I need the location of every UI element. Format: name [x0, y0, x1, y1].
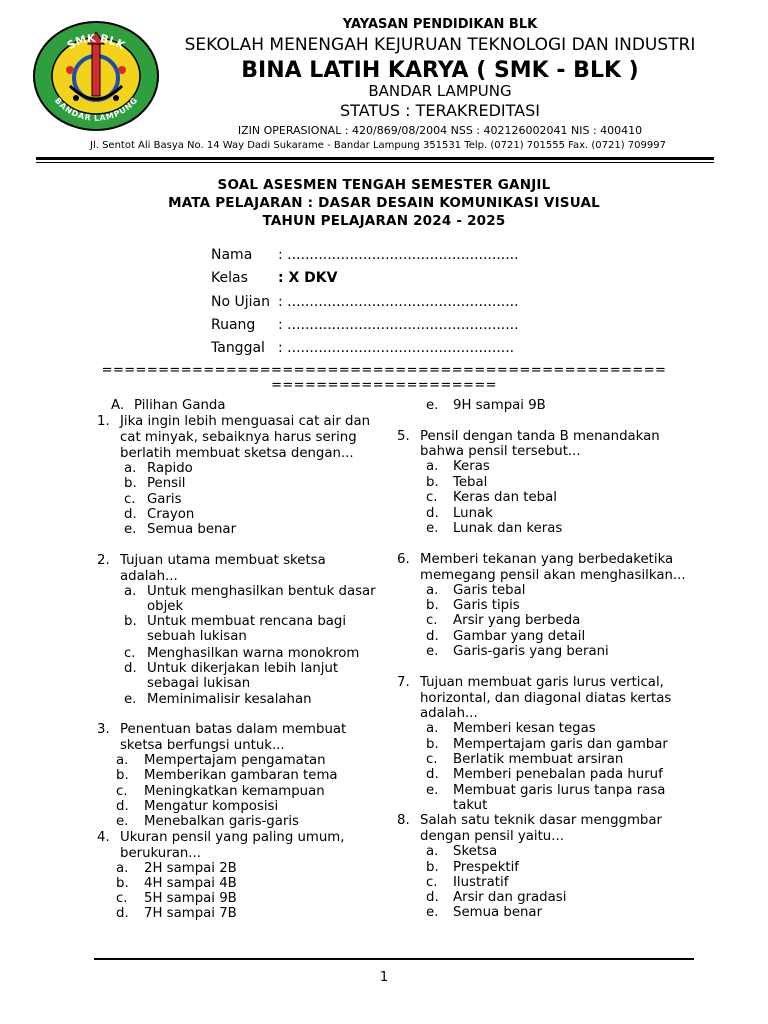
option-letter: c.: [116, 891, 128, 906]
option-letter: c.: [426, 875, 438, 890]
option-letter: c.: [116, 784, 128, 799]
question-number: 8.: [397, 813, 410, 828]
option-d[interactable]: Crayon: [147, 507, 195, 522]
question-text: Pensil dengan tanda B menandakan: [420, 429, 660, 444]
option-e[interactable]: Semua benar: [453, 905, 543, 920]
question-text: Ukuran pensil yang paling umum,: [120, 830, 345, 845]
question-number: 2.: [97, 553, 110, 568]
question-text: Salah satu teknik dasar menggmbar: [420, 813, 662, 828]
option-letter: c.: [426, 613, 438, 628]
option-d[interactable]: 7H sampai 7B: [144, 906, 237, 921]
option-letter: b.: [426, 860, 439, 875]
license-info: IZIN OPERASIONAL : 420/869/08/2004 NSS : 402126002041 NIS : 400410: [237, 124, 643, 137]
school-name: BINA LATIH KARYA ( SMK - BLK ): [241, 58, 639, 83]
option-e[interactable]: Semua benar: [147, 522, 237, 537]
question-text: adalah...: [420, 706, 478, 721]
option-a[interactable]: Memberi kesan tegas: [453, 721, 596, 736]
option-letter: a.: [426, 721, 439, 736]
logo-text-bottom: BANDAR LAMPUNG: [52, 96, 140, 123]
option-letter: d.: [426, 506, 439, 521]
option-letter: e.: [426, 521, 439, 536]
question-number: 6.: [397, 552, 410, 567]
option-letter: a.: [426, 844, 439, 859]
page-number: 1: [379, 970, 389, 985]
option-letter: b.: [426, 737, 439, 752]
ruang-label: Ruang: [211, 317, 256, 333]
separator-line: ====================: [271, 378, 497, 393]
option-a[interactable]: Rapido: [147, 461, 193, 476]
school-type: SEKOLAH MENENGAH KEJURUAN TEKNOLOGI DAN INDUSTRI: [184, 35, 696, 55]
option-c[interactable]: Arsir yang berbeda: [453, 613, 581, 628]
exam-title: SOAL ASESMEN TENGAH SEMESTER GANJIL: [217, 177, 551, 193]
option-c[interactable]: Garis: [147, 492, 182, 507]
question-text: Tujuan utama membuat sketsa: [120, 553, 326, 568]
option-letter: d.: [116, 799, 129, 814]
option-letter: e.: [426, 398, 439, 413]
option-letter: d.: [426, 890, 439, 905]
question-text: cat minyak, sebaiknya harus sering: [120, 430, 357, 445]
option-a[interactable]: Keras: [453, 459, 490, 474]
option-b[interactable]: Garis tipis: [453, 598, 520, 613]
question-text: dengan pensil yaitu...: [420, 829, 564, 844]
option-letter: e.: [426, 783, 439, 798]
question-text: bahwa pensil tersebut...: [420, 444, 581, 459]
ruang-field[interactable]: : ....................................................: [278, 317, 519, 333]
option-c[interactable]: Ilustratif: [453, 875, 509, 890]
kelas-value: : X DKV: [278, 270, 338, 286]
question-text: Penentuan batas dalam membuat: [120, 722, 347, 737]
option-letter: c.: [426, 490, 438, 505]
section-title: Pilihan Ganda: [134, 398, 226, 413]
option-e-cont: takut: [453, 798, 488, 813]
option-c[interactable]: Meningkatkan kemampuan: [144, 784, 325, 799]
header-divider-thin: [36, 162, 714, 163]
option-a[interactable]: Garis tebal: [453, 583, 526, 598]
option-letter: b.: [124, 476, 137, 491]
option-e[interactable]: 9H sampai 9B: [453, 398, 546, 413]
question-text: horizontal, dan diagonal diatas kertas: [420, 691, 672, 706]
option-a[interactable]: 2H sampai 2B: [144, 861, 237, 876]
tanggal-field[interactable]: : ...................................................: [278, 340, 515, 356]
option-letter: b.: [116, 768, 129, 783]
accreditation-status: STATUS : TERAKREDITASI: [340, 101, 540, 120]
question-text: berukuran...: [120, 846, 201, 861]
option-letter: e.: [116, 814, 129, 829]
option-letter: a.: [116, 861, 129, 876]
option-b[interactable]: 4H sampai 4B: [144, 876, 237, 891]
option-letter: e.: [124, 692, 137, 707]
option-letter: d.: [426, 767, 439, 782]
option-letter: b.: [124, 614, 137, 629]
question-number: 7.: [397, 675, 410, 690]
option-e[interactable]: Lunak dan keras: [453, 521, 563, 536]
option-letter: e.: [124, 522, 137, 537]
noujian-field[interactable]: : ....................................................: [278, 294, 519, 310]
option-a[interactable]: Sketsa: [453, 844, 498, 859]
kelas-label: Kelas: [211, 270, 248, 286]
option-letter: b.: [116, 876, 129, 891]
question-number: 3.: [97, 722, 110, 737]
option-b[interactable]: Tebal: [453, 475, 488, 490]
question-text: memegang pensil akan menghasilkan...: [420, 568, 686, 583]
school-logo: [32, 20, 160, 132]
question-text: sketsa berfungsi untuk...: [120, 738, 285, 753]
option-b[interactable]: Prespektif: [453, 860, 519, 875]
option-a-cont: objek: [147, 599, 184, 614]
school-city: BANDAR LAMPUNG: [368, 82, 512, 100]
school-address: Jl. Sentot Ali Basya No. 14 Way Dadi Sukarame - Bandar Lampung 351531 Telp. (0721) 701555 Fax. (0721) 709997: [90, 140, 666, 151]
nama-label: Nama: [211, 247, 253, 263]
option-b[interactable]: Untuk membuat rencana bagi: [147, 614, 347, 629]
option-letter: e.: [426, 644, 439, 659]
option-d[interactable]: Gambar yang detail: [453, 629, 586, 644]
question-number: 4.: [97, 830, 110, 845]
option-c[interactable]: Berlatik membuat arsiran: [453, 752, 624, 767]
option-letter: d.: [116, 906, 129, 921]
option-d[interactable]: Memberi penebalan pada huruf: [453, 767, 663, 782]
question-text: Tujuan membuat garis lurus vertical,: [420, 675, 664, 690]
logo-text-top: SMK BLK: [64, 31, 128, 53]
option-d[interactable]: Arsir dan gradasi: [453, 890, 567, 905]
question-text: Jika ingin lebih menguasai cat air dan: [120, 414, 371, 429]
option-letter: c.: [426, 752, 438, 767]
option-letter: b.: [426, 475, 439, 490]
option-letter: d.: [124, 661, 137, 676]
option-e[interactable]: Membuat garis lurus tanpa rasa: [453, 783, 666, 798]
option-d[interactable]: Lunak: [453, 506, 493, 521]
option-e[interactable]: Meminimalisir kesalahan: [147, 692, 312, 707]
option-letter: a.: [116, 753, 129, 768]
separator-line: ==================================================: [101, 363, 667, 378]
option-b[interactable]: Mempertajam garis dan gambar: [453, 737, 668, 752]
option-letter: d.: [426, 629, 439, 644]
option-d[interactable]: Mengatur komposisi: [144, 799, 279, 814]
option-b[interactable]: Memberikan gambaran tema: [144, 768, 338, 783]
option-b[interactable]: Pensil: [147, 476, 186, 491]
option-c[interactable]: Keras dan tebal: [453, 490, 557, 505]
option-e[interactable]: Menebalkan garis-garis: [144, 814, 299, 829]
option-letter: d.: [124, 507, 137, 522]
nama-field[interactable]: : ....................................................: [278, 247, 519, 263]
option-a[interactable]: Untuk menghasilkan bentuk dasar: [147, 584, 376, 599]
academic-year: TAHUN PELAJARAN 2024 - 2025: [262, 213, 506, 229]
option-letter: e.: [426, 905, 439, 920]
header-divider-thick: [36, 157, 714, 160]
option-letter: b.: [426, 598, 439, 613]
subject-title: MATA PELAJARAN : DASAR DESAIN KOMUNIKASI VISUAL: [168, 195, 600, 211]
option-c[interactable]: 5H sampai 9B: [144, 891, 237, 906]
footer-divider: [94, 958, 694, 960]
option-a[interactable]: Mempertajam pengamatan: [144, 753, 326, 768]
question-text: Memberi tekanan yang berbedaketika: [420, 552, 674, 567]
option-d-cont: sebagai lukisan: [147, 676, 251, 691]
option-letter: a.: [124, 461, 137, 476]
option-e[interactable]: Garis-garis yang berani: [453, 644, 609, 659]
question-number: 5.: [397, 429, 410, 444]
section-marker: A.: [111, 398, 125, 413]
tanggal-label: Tanggal: [211, 340, 265, 356]
question-number: 1.: [97, 414, 110, 429]
option-letter: a.: [124, 584, 137, 599]
option-letter: a.: [426, 459, 439, 474]
question-text: berlatih membuat sketsa dengan...: [120, 446, 354, 461]
option-b-cont: sebuah lukisan: [147, 629, 247, 644]
option-letter: a.: [426, 583, 439, 598]
option-d[interactable]: Untuk dikerjakan lebih lanjut: [147, 661, 339, 676]
foundation-name: YAYASAN PENDIDIKAN BLK: [342, 17, 538, 32]
noujian-label: No Ujian: [211, 294, 270, 310]
option-c[interactable]: Menghasilkan warna monokrom: [147, 646, 360, 661]
option-letter: c.: [124, 492, 136, 507]
question-text: adalah...: [120, 569, 178, 584]
option-letter: c.: [124, 646, 136, 661]
